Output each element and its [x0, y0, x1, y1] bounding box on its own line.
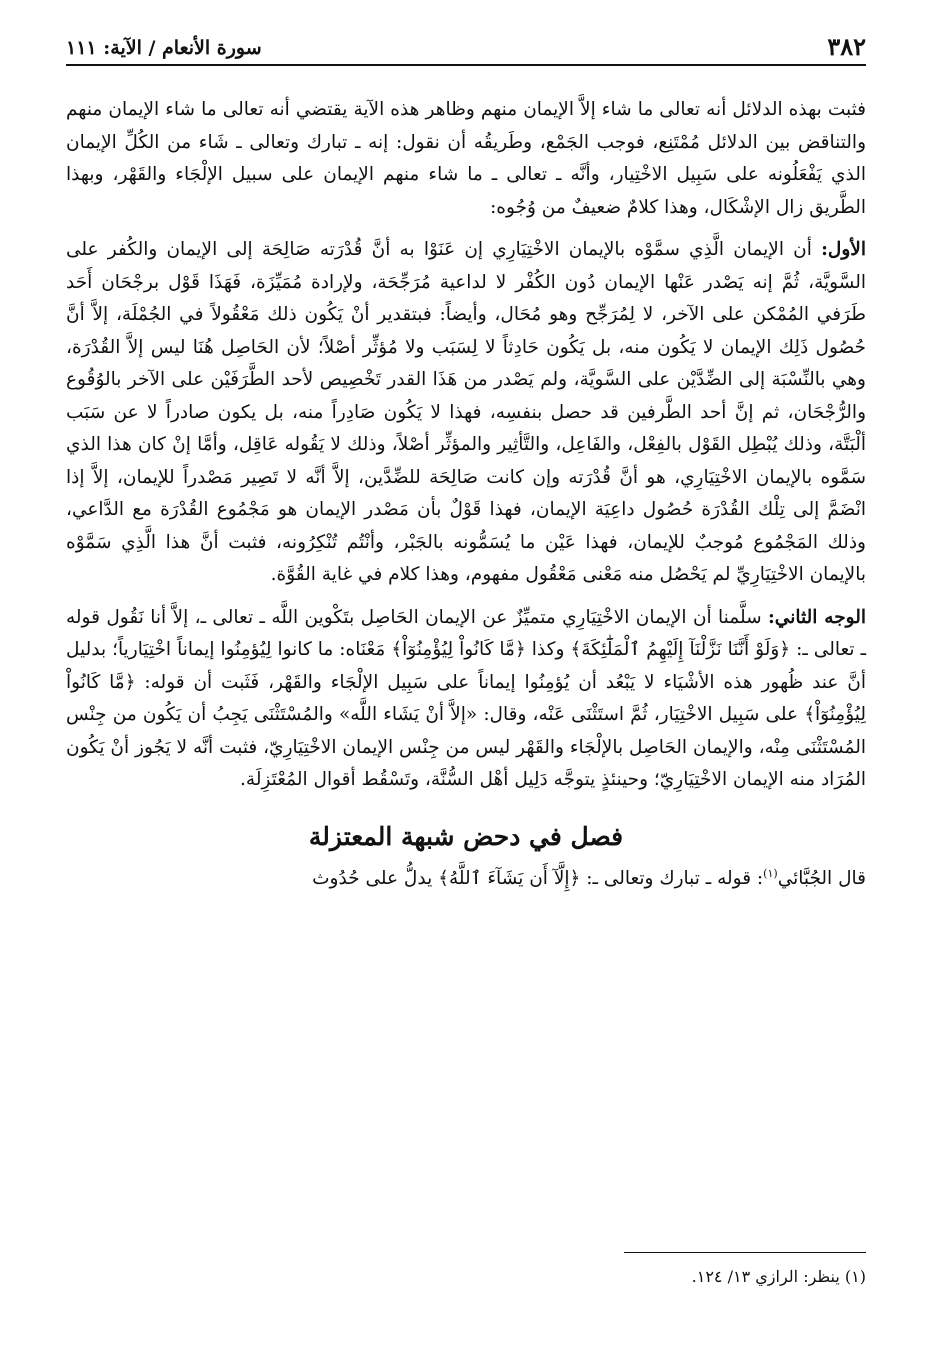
paragraph-text: قال الجُبَّائي	[777, 867, 866, 889]
section-heading: فصل في دحض شبهة المعتزلة	[308, 821, 624, 851]
paragraph-lead: الأول:	[821, 239, 866, 260]
paragraph-second-aspect	[66, 602, 866, 797]
page-number: ٣٨٢	[827, 32, 866, 61]
footnote: (١) ينظر: الرازي ١٣/ ١٢٤.	[691, 1267, 866, 1286]
paragraph-text: أن الإيمان الَّذِي سمَّوْه بالإيمان الاخْتِيَارِي إن عَنَوْا به أنَّ قُدْرَته صَالِحَة إلى الإيمان والكُفر على السَّويَّة، ثُمَّ إنه يَصْدر عَنْها الإيمان دُون الكُفْر لا لداعية مُرَجِّحَة، ولإرادة مُمَيِّزَة، فَهَذَا قَوْل برجْحَان أَحَد طَرَفي المُمْكن على الآخر، لا لِمُرَجِّح وهو مُحَال، وأيضاً: فبتقدير أنْ يَكُون ذلك مَعْقُولاً في الجُمْلَة، إلاَّ أنَّ حُصُول ذَلِك الإيمان لا يَكُون منه، بل يَكُون حَادِثاً لا لِسَبَب ولا مُؤثِّر أصْلاً؛ لأن الحَاصِل هُنَا ليس إلاَّ القُدْرَة، وهي بالنِّسْبَة إلى الضِّدَّيْن على السَّويَّة، ولم يَصْدر من هَذَا القدر تَخْصِيص لأحد الطَّرَفَيْن على الآخر بالوُقُوع والرُّجْحَان، ثم إنَّ أحد الطَّرفين قد حصل بنفسِه، فهذا لا يَكُون صَادِراً منه، بل يكون صادراً لا عن سَبَب ألْبَتَّة، وذلك يُبْطِل القَوْل بالفِعْل، والفَاعِل، والتَّأثِير والمؤثِّر أصْلاً، وذلك لا يَقُوله عَاقِل، وأمَّا إنْ كان هذا الذي سَمَّوه بالإيمان الاخْتِيَارِي، هو أنَّ قُدْرَته وإن كانت صَالِحَة للضِّدَّين، إلاَّ أنَّه لا تَصِير مَصْدراً للإيمان، إلاَّ إذا انْضَمَّ إلى تِلْك القُدْرَة حُصُول داعِيَة الإيمان، فهذا قَوْلٌ بأن مَصْدر الإيمان هو مَجْمُوع القُدْرَة مع الدَّاعي، وذلك المَجْمُوع مُوجبٌ للإيمان، فهذا عَيْن ما يُسَمُّونه بالجَبْر، وأنْتُم تُنْكِرُونه، فثبت أنَّ هذا الَّذِي سَمَّوْه بالإيمان الاخْتِيَارِيِّ لم يَحْصُل منه مَعْنى مَعْقُول مفهوم، وهذا كلام في غاية القُوَّة.	[66, 239, 866, 585]
paragraph-text: : قوله ـ تبارك وتعالى ـ: ﴿إِلَّآ أَن يَشَآءَ ٱللَّهُ﴾ يدلُّ على حُدُوث	[312, 867, 764, 889]
paragraph-section-start	[66, 863, 866, 896]
header-rule	[66, 64, 866, 66]
main-text	[66, 94, 866, 895]
paragraph-text: سلَّمنا أن الإيمان الاخْتِيَارِي متميِّزٌ عن الإيمان الحَاصِل بتَكْوين اللَّه ـ تعالى ـ، إلاَّ أنا نَقُول قوله ـ تعالى ـ: ﴿وَلَوْ أَنَّنَا نَزَّلْنَآ إِلَيْهِمُ ٱلْمَلَٰٓئِكَةَ﴾ وكذا ﴿مَّا كَانُواْ لِيُؤْمِنُوٓاْ﴾ مَعْنَاه: ما كانوا لِيُؤمِنُوا إيماناً اخْتِيَارياً؛ بدليل أنَّ عند ظُهور هذه الأشْيَاء لا يَبْعُد أن يُؤمِنُوا إيماناً على سَبِيل الإلْجَاء والقَهْر، فَثَبت أن قوله: ﴿مَّا كَانُواْ لِيُؤْمِنُوٓاْ﴾ على سَبِيل الاخْتِيَار، ثُمَّ استَثْنَى عَنْه، وقال: «إلاَّ أنْ يَشَاء اللَّه» والمُسْتَثْنَى يَجِبُ أن يَكُون من جِنْس المُسْتَثْنَى مِنْه، والإيمان الحَاصِل بالإلْجَاء والقَهْر ليس من جِنْس الإيمان الاخْتِيَارِيّ، فثبت أنَّه لا يَجُوز أنْ يَكُون المُرَاد منه الإيمان الاخْتِيَارِيّ؛ وحينئذٍ يتوجَّه دَلِيل أهْل السُّنَّة، وتَسْقُط أقوال المُعْتَزِلَة.	[66, 606, 866, 790]
footnote-marker: (١)	[763, 866, 778, 880]
footnote-rule	[624, 1252, 866, 1253]
paragraph-intro	[66, 94, 866, 224]
running-title: سورة الأنعام / الآية: ١١١	[66, 37, 262, 59]
paragraph-lead: الوجه الثاني:	[767, 606, 866, 628]
paragraph-first-aspect	[66, 234, 866, 592]
page-header	[66, 30, 866, 60]
paragraph-text: فثبت بهذه الدلائل أنه تعالى ما شاء إلاَّ الإيمان منهم وظاهر هذه الآية يقتضي أنه تعالى ما شاء الإيمان منهم والتناقض بين الدلائل مُمْتَنِع، فوجب الجَمْع، وطَريقُه أن نقول: إنه ـ تبارك وتعالى ـ شَاء من الكُلِّ الإيمان الذي يَفْعَلُونه على سَبِيل الاخْتِيار، وأنَّه ـ تعالى ـ ما شاء منهم الإيمان على سبيل الإلْجَاء والقَهْر، وبهذا الطَّريق زال الإشْكَال، وهذا كلامٌ ضعيفٌ من وُجُوه:	[66, 99, 866, 218]
